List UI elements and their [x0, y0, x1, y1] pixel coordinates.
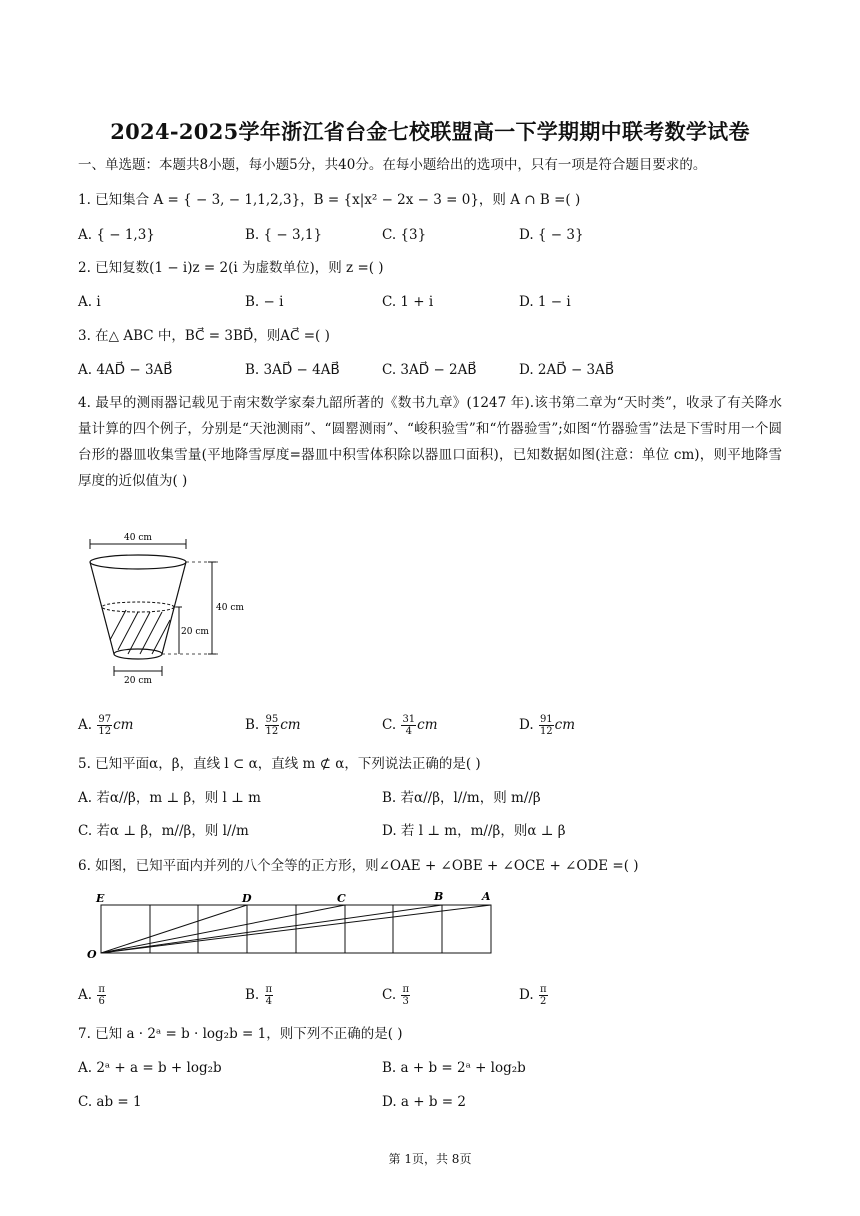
- question-3-stem: 3. 在△ ABC 中，BC⃗ = 3BD⃗，则AC⃗ =( ): [78, 328, 330, 344]
- question-4-stem: 4. 最早的测雨器记载见于南宋数学家秦九韶所著的《数书九章》(1247 年).该书第二章为“天时类”，收录了有关降水量计算的四个例子，分别是“天池测雨”、“圆罂测雨”、“峻积验雪”和“竹器验雪”;如图“竹器验雪”法是下雪时用一个圆台形的器皿收集雪量(平地降雪厚度=器皿中积雪体积除以器皿口面积)，已知数据如图(注意：单位 cm)，则平地降雪厚度的近似值为( ): [78, 395, 782, 489]
- q4-option-b: B. $\frac{95}{12}$ cm: [245, 714, 301, 737]
- label-E: E: [96, 892, 105, 905]
- q1-option-b: B. { − 3,1}: [245, 227, 323, 243]
- q4-option-a: A. $\frac{97}{12}$ cm: [78, 714, 134, 737]
- q2-option-a: A. i: [78, 294, 101, 310]
- q7-option-b: B. a + b = 2ᵃ + log₂b: [382, 1060, 526, 1076]
- q1-option-d: D. { − 3}: [519, 227, 584, 243]
- label-D: D: [242, 892, 252, 905]
- q4-option-c: C. $\frac{31}{4}$ cm: [382, 714, 438, 737]
- q7-option-c: C. ab = 1: [78, 1094, 142, 1110]
- label-C: C: [337, 892, 346, 905]
- label-top-width: 40 cm: [124, 533, 152, 543]
- q6-option-c: C. $\frac{\pi}{3}$: [382, 984, 410, 1007]
- question-5-stem: 5. 已知平面α，β，直线 l ⊂ α，直线 m ⊄ α，下列说法正确的是( ): [78, 756, 481, 772]
- q1-option-a: A. { − 1,3}: [78, 227, 155, 243]
- squares-figure: [84, 888, 504, 964]
- section-heading: 一、单选题：本题共8小题，每小题5分，共40分。在每小题给出的选项中，只有一项是符合题目要求的。: [78, 157, 707, 173]
- label-O: O: [87, 948, 97, 961]
- q3-option-a: A. 4AD⃗ − 3AB⃗: [78, 362, 173, 378]
- q6-option-b: B. $\frac{\pi}{4}$: [245, 984, 273, 1007]
- q5-option-b: B. 若α//β，l//m，则 m//β: [382, 790, 541, 806]
- label-snow-depth: 20 cm: [181, 627, 209, 637]
- q2-option-b: B. − i: [245, 294, 284, 310]
- page-title: 2024-2025学年浙江省台金七校联盟高一下学期期中联考数学试卷: [110, 119, 750, 144]
- q2-option-d: D. 1 − i: [519, 294, 571, 310]
- question-2-stem: 2. 已知复数(1 − i)z = 2(i 为虚数单位)，则 z =( ): [78, 260, 384, 276]
- q5-option-d: D. 若 l ⊥ m，m//β，则α ⊥ β: [382, 823, 566, 839]
- q6-option-a: A. $\frac{\pi}{6}$: [78, 984, 105, 1007]
- q1-option-c: C. {3}: [382, 227, 427, 243]
- page-footer: 第 1页，共 8页: [388, 1152, 472, 1166]
- label-height: 40 cm: [216, 603, 244, 613]
- q2-option-c: C. 1 + i: [382, 294, 434, 310]
- q5-option-c: C. 若α ⊥ β，m//β，则 l//m: [78, 823, 249, 839]
- label-B: B: [434, 890, 444, 903]
- q4-option-d: D. $\frac{91}{12}$ cm: [519, 714, 576, 737]
- q5-option-a: A. 若α//β，m ⊥ β，则 l ⊥ m: [78, 790, 261, 806]
- label-A: A: [482, 890, 491, 903]
- question-1-stem: 1. 已知集合 A = { − 3, − 1,1,2,3}，B = {x|x² − 2x − 3 = 0}，则 A ∩ B =( ): [78, 192, 581, 208]
- bucket-figure: [78, 528, 258, 688]
- q3-option-b: B. 3AD⃗ − 4AB⃗: [245, 362, 340, 378]
- question-6-stem: 6. 如图，已知平面内并列的八个全等的正方形，则∠OAE + ∠OBE + ∠OCE + ∠ODE =( ): [78, 858, 639, 874]
- q7-option-a: A. 2ᵃ + a = b + log₂b: [78, 1060, 222, 1076]
- q7-option-d: D. a + b = 2: [382, 1094, 466, 1110]
- question-7-stem: 7. 已知 a · 2ᵃ = b · log₂b = 1，则下列不正确的是( ): [78, 1026, 403, 1042]
- q3-option-d: D. 2AD⃗ − 3AB⃗: [519, 362, 615, 378]
- q3-option-c: C. 3AD⃗ − 2AB⃗: [382, 362, 477, 378]
- label-bottom-width: 20 cm: [124, 676, 152, 686]
- q6-option-d: D. $\frac{\pi}{2}$: [519, 984, 547, 1007]
